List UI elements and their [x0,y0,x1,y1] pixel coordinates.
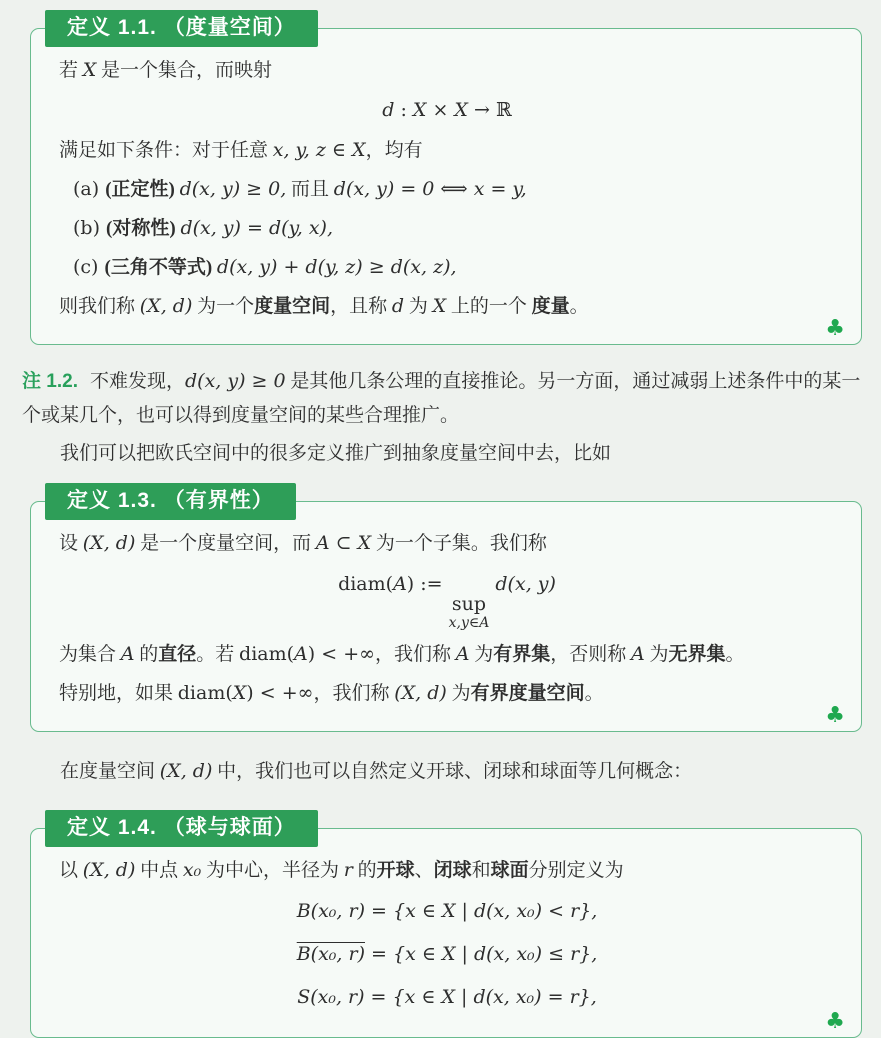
club-icon: ♣ [825,1009,845,1034]
sup-operator [449,593,490,631]
diam-formula-left: diam(A) := [338,573,449,595]
def3-diameter-line: 为集合 A 的直径。若 diam(A) < +∞，我们称 A 为有界集，否则称 A 为无界集。 [59,643,745,665]
definition-1-4-header [45,810,318,847]
def4-closed-ball-formula: B(x₀, r) = {x ∈ X | d(x, x₀) ≤ r}, [296,943,598,965]
definition-1-3-title: 定义 1.3. （有界性） [67,489,274,512]
definition-1-4-title: 定义 1.4. （球与球面） [67,816,296,839]
textbook-page [0,16,881,1034]
remark-body: 不难发现，d(x, y) ≥ 0 是其他几条公理的直接推论。另一方面，通过减弱上述条件中的某一个或某几个，也可以得到度量空间的某些合理推广。 [22,370,861,426]
definition-1-1-title: 定义 1.1. （度量空间） [67,16,296,39]
diam-formula-right: d(x, y) [489,573,556,595]
definition-1-1-body [31,29,861,344]
def4-open-ball-formula: B(x₀, r) = {x ∈ X | d(x, x₀) < r}, [296,900,598,922]
definition-box-metric-space [30,16,862,345]
paragraph-generalize: 我们可以把欧氏空间中的很多定义推广到抽象度量空间中去，比如 [60,443,612,464]
def4-sphere-formula: S(x₀, r) = {x ∈ X | d(x, x₀) = r}, [297,986,597,1008]
def4-intro-line: 以 (X, d) 中点 x₀ 为中心，半径为 r 的开球、闭球和球面分别定义为 [59,859,624,881]
definition-1-3-body [31,502,861,731]
def1-map-formula: d : X × X → ℝ [382,99,512,121]
def1-conclusion-line: 则我们称 (X, d) 为一个度量空间，且称 d 为 X 上的一个 度量。 [59,295,589,317]
remark-1-2 [22,364,861,433]
club-icon: ♣ [825,703,845,728]
def1-item-a: (a) (正定性) d(x, y) ≥ 0, 而且 d(x, y) = 0 ⟺ x = y, [73,178,527,200]
def3-diam-formula [59,563,835,635]
def1-conditions-line: 满足如下条件：对于任意 x, y, z ∈ X，均有 [59,139,423,161]
remark-label: 注 1.2. [22,371,78,392]
sup-subscript: x,y∈A [448,615,490,631]
def1-item-c: (c) (三角不等式) d(x, y) + d(y, z) ≥ d(x, z), [73,256,457,278]
definition-box-boundedness [30,489,862,732]
paragraph-balls-intro: 在度量空间 (X, d) 中，我们也可以自然定义开球、闭球和球面等几何概念： [60,760,693,782]
def3-bounded-space-line: 特别地，如果 diam(X) < +∞，我们称 (X, d) 为有界度量空间。 [59,682,604,704]
def1-intro-line: 若 X 是一个集合，而映射 [59,59,273,81]
definition-1-1-header [45,10,318,47]
def1-item-b: (b) (对称性) d(x, y) = d(y, x), [73,217,333,239]
def3-intro-line: 设 (X, d) 是一个度量空间，而 A ⊂ X 为一个子集。我们称 [59,532,547,554]
definition-1-3-header [45,483,296,520]
definition-1-4-body [31,829,861,1037]
sup-word: sup [451,593,487,615]
club-icon: ♣ [825,316,845,341]
definition-box-balls-spheres [30,816,862,1038]
